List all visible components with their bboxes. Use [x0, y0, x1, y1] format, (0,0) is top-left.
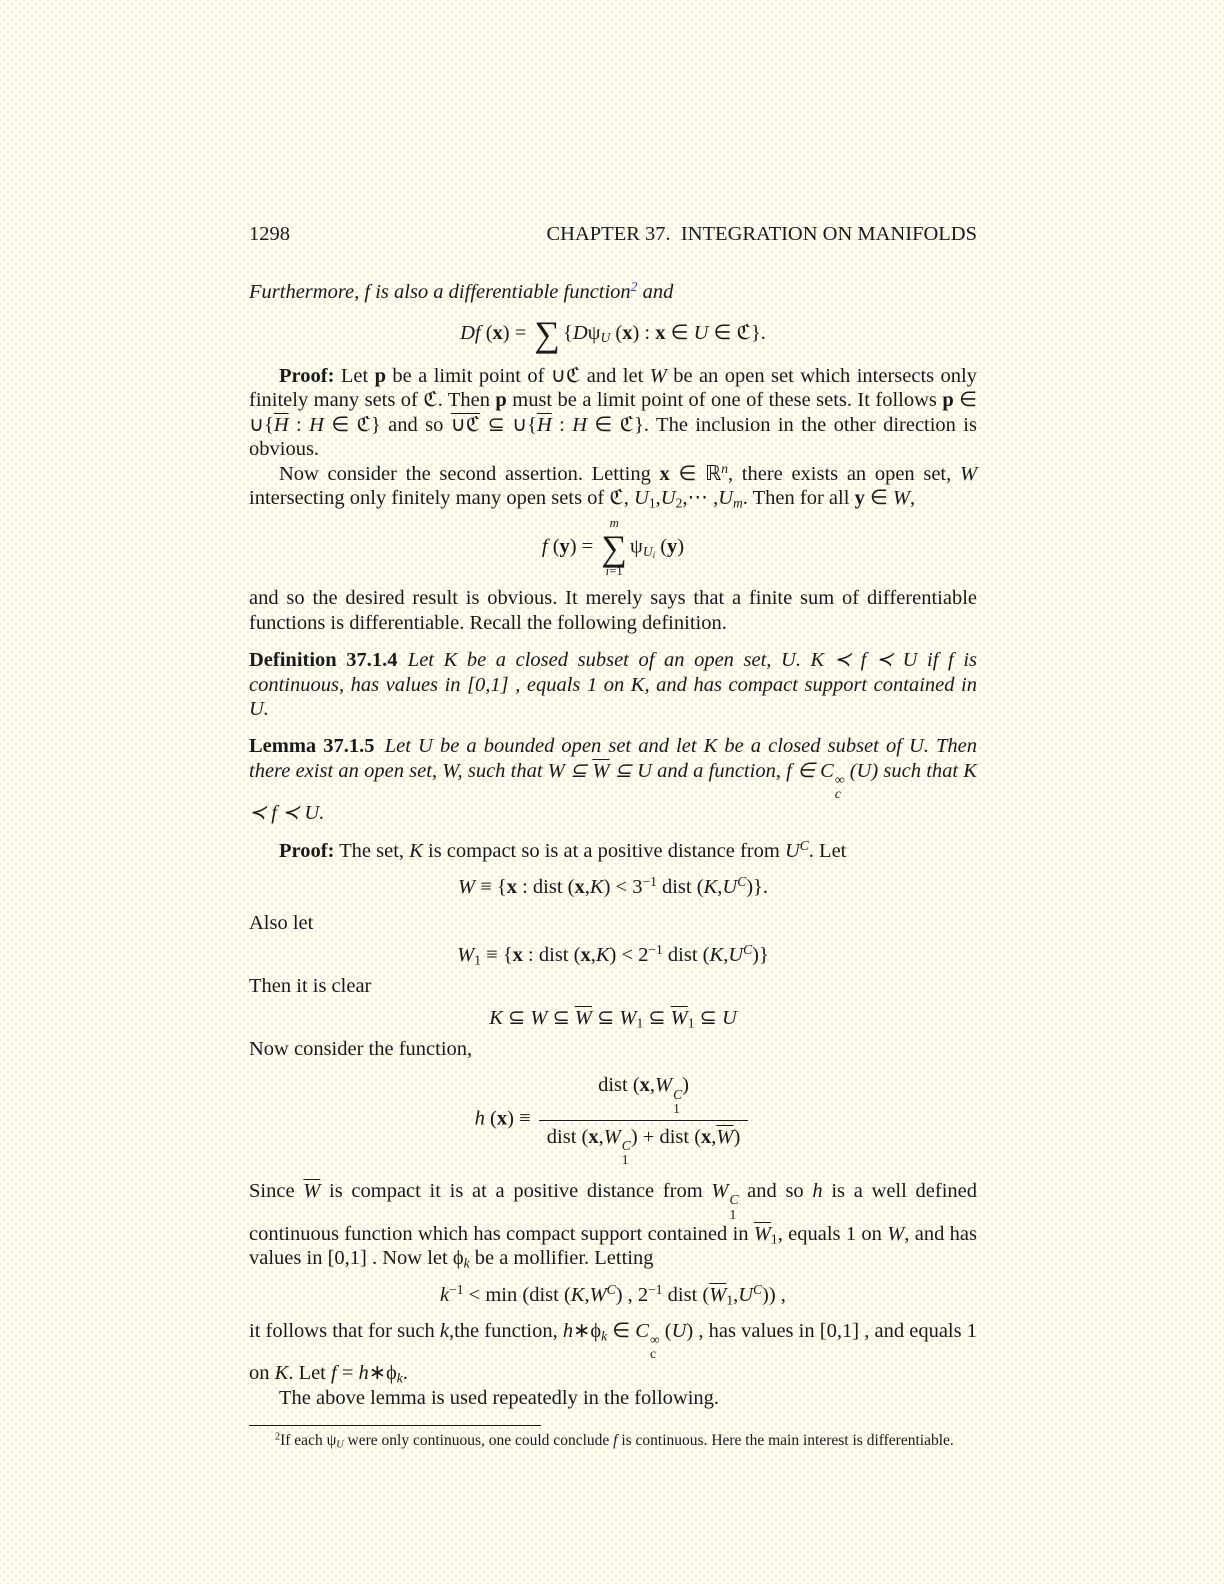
- text-run: it follows that for such: [249, 1320, 440, 1342]
- text-run: ∈ ℭ}. The inclusion in the other direction is obvious.: [249, 413, 977, 461]
- equation-h: [249, 1073, 977, 1167]
- text-run: C: [673, 1086, 683, 1102]
- text-run: [375, 735, 385, 757]
- text-run: x: [659, 462, 670, 485]
- text-run: =1: [609, 564, 623, 579]
- text-run: Definition 37.1.4: [249, 649, 398, 672]
- text-run: (: [480, 321, 493, 344]
- text-run: [336, 1440, 343, 1451]
- text-run: ⊆ U and a function, f ∈ C: [609, 759, 834, 782]
- text-run: [575, 1007, 592, 1029]
- text-run: [671, 1007, 688, 1029]
- text-run: 1: [726, 1291, 734, 1307]
- text-run: Df: [460, 321, 481, 344]
- text-run: K: [570, 1283, 585, 1306]
- text-run: H: [309, 413, 324, 436]
- text-run: dist (: [546, 1125, 589, 1148]
- text-run: 1: [621, 1152, 629, 1168]
- text-run: ∈ ℭ} and so: [323, 413, 451, 436]
- text-run: ⊆ ∪{: [480, 413, 537, 436]
- text-run: . Let: [808, 839, 847, 862]
- text-run: :: [288, 413, 310, 436]
- text-run: W: [458, 876, 476, 899]
- text-run: [539, 1073, 749, 1167]
- text-run: , there exists an open set,: [728, 462, 960, 485]
- text-run: ∪ℭ: [450, 413, 481, 436]
- text-run: Proof:: [279, 364, 335, 387]
- text-run: x: [496, 1108, 508, 1131]
- text-run: dist (: [662, 1283, 710, 1306]
- text-run: x: [639, 1074, 650, 1097]
- text-run: 1: [729, 1206, 737, 1222]
- text-run: x: [588, 1125, 599, 1148]
- text-run: m: [733, 495, 743, 511]
- text-run: x: [574, 876, 585, 899]
- text-run: ) + dist (: [630, 1125, 702, 1148]
- text-run: (: [547, 536, 560, 559]
- text-run: and: [637, 281, 674, 304]
- text-run: : dist (: [516, 876, 575, 899]
- text-run: [592, 760, 609, 782]
- text-run: [274, 414, 289, 436]
- text-run: U: [660, 486, 676, 509]
- text-run: U: [784, 839, 800, 862]
- text-run: , and has values in [0,1] . Now let ϕ: [249, 1222, 977, 1270]
- text-run: x: [506, 876, 517, 899]
- text-run: {: [502, 943, 513, 966]
- then-clear-line: [249, 974, 977, 998]
- text-run: ) , 2: [615, 1283, 649, 1306]
- text-run: $\overline{W}$: [709, 1283, 727, 1306]
- page-number: 1298: [249, 223, 290, 245]
- text-run: y: [559, 536, 570, 559]
- text-run: W: [603, 1125, 621, 1148]
- text-run: ∗ϕ: [573, 1320, 602, 1342]
- text-run: ): [677, 536, 685, 559]
- text-run: ) , has values in [0,1] , and equals 1 on: [249, 1320, 978, 1385]
- follows-paragraph: [249, 1319, 977, 1386]
- text-run: Let: [334, 364, 375, 387]
- text-run: U: [721, 1006, 737, 1029]
- text-run: $\overline{W}$: [303, 1180, 321, 1203]
- above-lemma-paragraph: [249, 1386, 977, 1410]
- text-run: be a limit point of ∪ℭ and let: [385, 364, 650, 387]
- text-run: =: [336, 1362, 359, 1385]
- text-run: [537, 414, 552, 436]
- text-run: and so: [738, 1180, 813, 1203]
- text-run: The set,: [334, 839, 410, 862]
- text-run: [673, 1088, 682, 1116]
- text-run: k: [601, 1328, 608, 1344]
- text-run: U: [728, 943, 744, 966]
- text-run: x: [580, 943, 591, 966]
- text-run: c: [649, 1346, 656, 1362]
- equation-df: [249, 313, 977, 354]
- text-run: Since: [249, 1180, 304, 1203]
- text-run: 1: [687, 1015, 695, 1031]
- text-run: W: [589, 1283, 607, 1306]
- text-run: U: [738, 1283, 754, 1306]
- text-run: ∈ ∪{: [249, 389, 978, 436]
- text-run: C: [635, 1320, 649, 1342]
- text-run: K: [489, 1006, 503, 1029]
- equation-sum: [249, 517, 977, 579]
- text-run: p: [942, 389, 954, 412]
- text-run: (: [659, 1320, 672, 1342]
- text-run: W: [959, 462, 978, 485]
- text-run: −1: [642, 874, 657, 889]
- consider-function-line: [249, 1037, 977, 1061]
- equation-w1: [249, 943, 977, 967]
- text-run: D: [572, 321, 588, 344]
- text-run: U: [722, 876, 738, 899]
- text-run: $\overline{W}$: [753, 1222, 771, 1245]
- text-run: ,: [723, 943, 729, 966]
- text-run: intersecting only finitely many open sets of ℭ,: [249, 486, 635, 509]
- text-run: ,: [584, 1283, 590, 1306]
- text-run: {: [563, 321, 573, 344]
- text-run: W: [887, 1222, 905, 1245]
- text-run: be a mollifier. Letting: [469, 1247, 654, 1270]
- proof-2-paragraph: [249, 839, 977, 863]
- text-run: 1: [636, 1015, 644, 1031]
- footnote-ref[interactable]: 2: [630, 279, 638, 295]
- text-run: h: [812, 1180, 823, 1203]
- text-run: f: [331, 1362, 337, 1385]
- equation-w: [249, 875, 977, 899]
- proof-1-paragraph: [249, 364, 977, 462]
- text-run: h: [358, 1362, 369, 1385]
- text-run: dist (: [662, 943, 710, 966]
- text-run: K: [589, 876, 604, 899]
- text-run: ) < 2: [609, 943, 649, 966]
- text-run: c: [834, 786, 841, 802]
- text-run: f: [613, 1432, 618, 1450]
- text-run: C: [743, 941, 753, 957]
- footnote: [249, 1431, 977, 1451]
- text-run: ψ: [630, 536, 643, 559]
- text-run: $\overline{W}$: [592, 759, 610, 782]
- text-run: dist (: [598, 1074, 640, 1097]
- text-run: must be a limit point of one of these sets. It follows: [506, 389, 943, 412]
- text-run: y: [854, 486, 865, 509]
- text-run: ∞: [649, 1332, 660, 1348]
- text-run: ,the function,: [448, 1320, 563, 1342]
- text-run: ⊆: [591, 1006, 620, 1029]
- text-run: ≡: [481, 943, 503, 966]
- text-run: (: [655, 536, 668, 559]
- text-run: ∈: [864, 486, 893, 509]
- text-run: ) ≡: [507, 1108, 536, 1131]
- text-run: ,: [910, 486, 916, 509]
- text-run: U: [693, 321, 709, 344]
- text-run: ≡: [475, 876, 497, 899]
- text-run: −1: [449, 1281, 464, 1297]
- text-run: x: [492, 321, 503, 344]
- text-run: C: [737, 874, 747, 889]
- page-header: [249, 222, 977, 246]
- second-assertion-paragraph: [249, 462, 977, 511]
- text-run: h: [474, 1108, 485, 1131]
- text-run: ,⋯ ,: [682, 486, 719, 509]
- text-run: [754, 1223, 771, 1245]
- text-run: p: [495, 389, 507, 412]
- text-run: K: [274, 1362, 289, 1385]
- text-run: ,: [655, 486, 661, 509]
- intro-paragraph: [249, 280, 977, 304]
- text-run: C: [799, 837, 809, 853]
- text-run: Let U be a bounded open set and let K be a closed subset of U. Then there exist an open set, W, such that W ⊆: [249, 735, 977, 782]
- text-run: [709, 1284, 726, 1306]
- text-run: (: [610, 321, 623, 344]
- text-run: [643, 544, 655, 559]
- text-run: −1: [648, 1281, 663, 1297]
- text-run: 1: [673, 1100, 680, 1116]
- text-run: [303, 1180, 320, 1202]
- text-run: Then it is clear: [249, 975, 372, 998]
- text-run: k: [439, 1320, 449, 1342]
- footnote-rule: [249, 1425, 541, 1426]
- text-run: C: [606, 1281, 616, 1297]
- text-run: ⊆: [694, 1006, 722, 1029]
- text-run: ): [682, 1074, 689, 1097]
- text-run: ⊆: [502, 1006, 531, 1029]
- text-run: y: [667, 536, 678, 559]
- text-run: m ∑ i=1: [601, 516, 627, 579]
- text-run: K: [595, 943, 610, 966]
- result-paragraph: [249, 586, 977, 635]
- text-run: ) =: [502, 321, 532, 344]
- lemma-37-1-5: [249, 734, 977, 825]
- text-run: x: [622, 321, 633, 344]
- text-run: Also let: [249, 912, 314, 935]
- text-run: and so the desired result is obvious. It merely says that a finite sum of differentiable functions is differentiable. Recall the following definition.: [249, 587, 977, 634]
- text-run: is compact so is at a positive distance from: [422, 839, 785, 862]
- text-run: < min (dist (: [463, 1283, 571, 1306]
- text-run: is a well defined continuous function which has compact support contained in: [249, 1180, 977, 1245]
- text-run: Proof:: [279, 839, 335, 862]
- text-run: C: [753, 1281, 763, 1297]
- text-run: Now consider the function,: [249, 1038, 473, 1061]
- text-run: Let K be a closed subset of an open set, U. K ≺ f ≺ U if f is continuous, has values in [0,1] , equals 1 on K, and has compact support contained in U.: [249, 649, 977, 720]
- text-run: were only continuous, one could conclude: [343, 1432, 614, 1450]
- text-run: ) < 3: [603, 876, 643, 899]
- text-run: h: [562, 1320, 574, 1342]
- text-run: ⊆: [643, 1006, 671, 1029]
- text-run: $\overline{H}$: [536, 413, 552, 436]
- text-run: ∈ ℭ}.: [708, 321, 766, 344]
- page-body: [249, 280, 977, 1410]
- text-run: ) =: [569, 536, 599, 559]
- definition-37-1-4: [249, 648, 977, 721]
- text-run: U: [600, 329, 611, 345]
- text-run: k: [396, 1370, 403, 1386]
- text-run: )}.: [746, 876, 768, 899]
- text-run: i: [652, 550, 656, 561]
- text-run: f: [541, 536, 548, 559]
- text-run: W: [457, 943, 475, 966]
- text-run: , equals 1 on: [777, 1222, 888, 1245]
- text-run: 1: [770, 1231, 778, 1247]
- text-run: ): [733, 1125, 741, 1148]
- text-run: C: [729, 1192, 739, 1208]
- text-run: Now consider the second assertion. Letting: [279, 462, 660, 485]
- text-run: W: [530, 1006, 548, 1029]
- text-run: be an open set which intersects only finitely many sets of ℭ. Then: [249, 364, 977, 412]
- text-run: ∞: [834, 771, 845, 787]
- text-run: $\overline{H}$: [273, 413, 289, 436]
- text-run: ∑: [534, 313, 560, 354]
- text-run: If each ψ: [280, 1432, 337, 1450]
- text-run: [622, 1139, 631, 1167]
- text-run: )}: [752, 943, 769, 966]
- text-run: ∈: [607, 1320, 636, 1342]
- text-run: k: [440, 1283, 450, 1306]
- text-run: −1: [648, 941, 663, 957]
- text-run: ,: [590, 943, 596, 966]
- chapter-title: CHAPTER 37. INTEGRATION ON MANIFOLDS: [546, 223, 977, 245]
- text-run: . Then for all: [742, 486, 855, 509]
- text-run: [601, 330, 611, 345]
- text-run: . Let: [288, 1362, 332, 1385]
- text-run: x: [655, 321, 666, 344]
- text-run: n: [721, 460, 728, 476]
- text-run: Lemma 37.1.5: [249, 735, 375, 758]
- text-run: W: [655, 1074, 673, 1097]
- also-let-line: [249, 911, 977, 935]
- text-run: ψ: [587, 321, 601, 344]
- text-run: W: [649, 364, 667, 387]
- text-run: $\overline{W}$: [670, 1006, 688, 1029]
- text-run: i: [605, 564, 610, 579]
- text-run: ,: [733, 1283, 739, 1306]
- text-run: : dist (: [522, 943, 581, 966]
- since-paragraph: [249, 1179, 977, 1270]
- text-run: U: [634, 486, 649, 509]
- text-run: 1: [474, 952, 482, 968]
- book-page: [249, 222, 977, 1451]
- equation-k: [249, 1283, 977, 1307]
- equation-chain: [249, 1006, 977, 1030]
- text-run: {: [496, 876, 507, 899]
- text-run: ,: [711, 1125, 717, 1148]
- text-run: 1: [648, 495, 656, 511]
- text-run: x: [701, 1125, 712, 1148]
- text-run: H: [572, 413, 588, 436]
- text-run: ∗ϕ: [368, 1362, 397, 1385]
- text-run: [716, 1126, 733, 1148]
- text-run: U: [718, 486, 734, 509]
- text-run: ,: [649, 1074, 656, 1097]
- text-run: [451, 414, 480, 436]
- text-run: W: [711, 1180, 729, 1203]
- text-run: :: [551, 413, 573, 436]
- text-run: is compact it is at a positive distance from: [320, 1180, 712, 1203]
- text-run: ∈ ℝ: [669, 462, 722, 485]
- text-run: $\overline{W}$: [574, 1006, 592, 1029]
- text-run: $\overline{W}$: [716, 1125, 734, 1148]
- text-run: K: [709, 943, 724, 966]
- text-run: ,: [598, 1125, 604, 1148]
- text-run: m: [609, 516, 619, 531]
- text-run: W: [892, 486, 910, 509]
- text-run: ,: [584, 876, 590, 899]
- text-run: U: [671, 1320, 687, 1342]
- text-run: C: [621, 1137, 631, 1153]
- text-run: W: [619, 1006, 637, 1029]
- text-run: )) ,: [762, 1283, 786, 1306]
- text-run: (U) such that K ≺ f ≺ U.: [249, 759, 977, 825]
- text-run: is continuous. Here the main interest is differentiable.: [617, 1432, 954, 1450]
- text-run: 2: [675, 495, 683, 511]
- text-run: U: [642, 544, 653, 560]
- text-run: .: [402, 1362, 408, 1385]
- text-run: The above lemma is used repeatedly in the following.: [279, 1386, 720, 1409]
- text-run: p: [374, 364, 386, 387]
- text-run: ∈: [665, 321, 694, 344]
- text-run: ,: [717, 876, 723, 899]
- text-run: ) :: [632, 321, 656, 344]
- text-run: K: [703, 876, 718, 899]
- text-run: ⊆: [547, 1006, 575, 1029]
- text-run: U: [336, 1439, 344, 1451]
- text-run: K: [409, 839, 423, 862]
- text-run: [650, 1333, 660, 1361]
- text-run: [398, 649, 408, 671]
- text-run: dist (: [656, 876, 704, 899]
- text-run: x: [512, 943, 523, 966]
- text-run: (: [484, 1108, 497, 1131]
- footnote-marker: 2: [275, 1431, 281, 1443]
- text-run: k: [463, 1255, 470, 1271]
- text-run: Furthermore, f is also a differentiable function: [249, 281, 631, 304]
